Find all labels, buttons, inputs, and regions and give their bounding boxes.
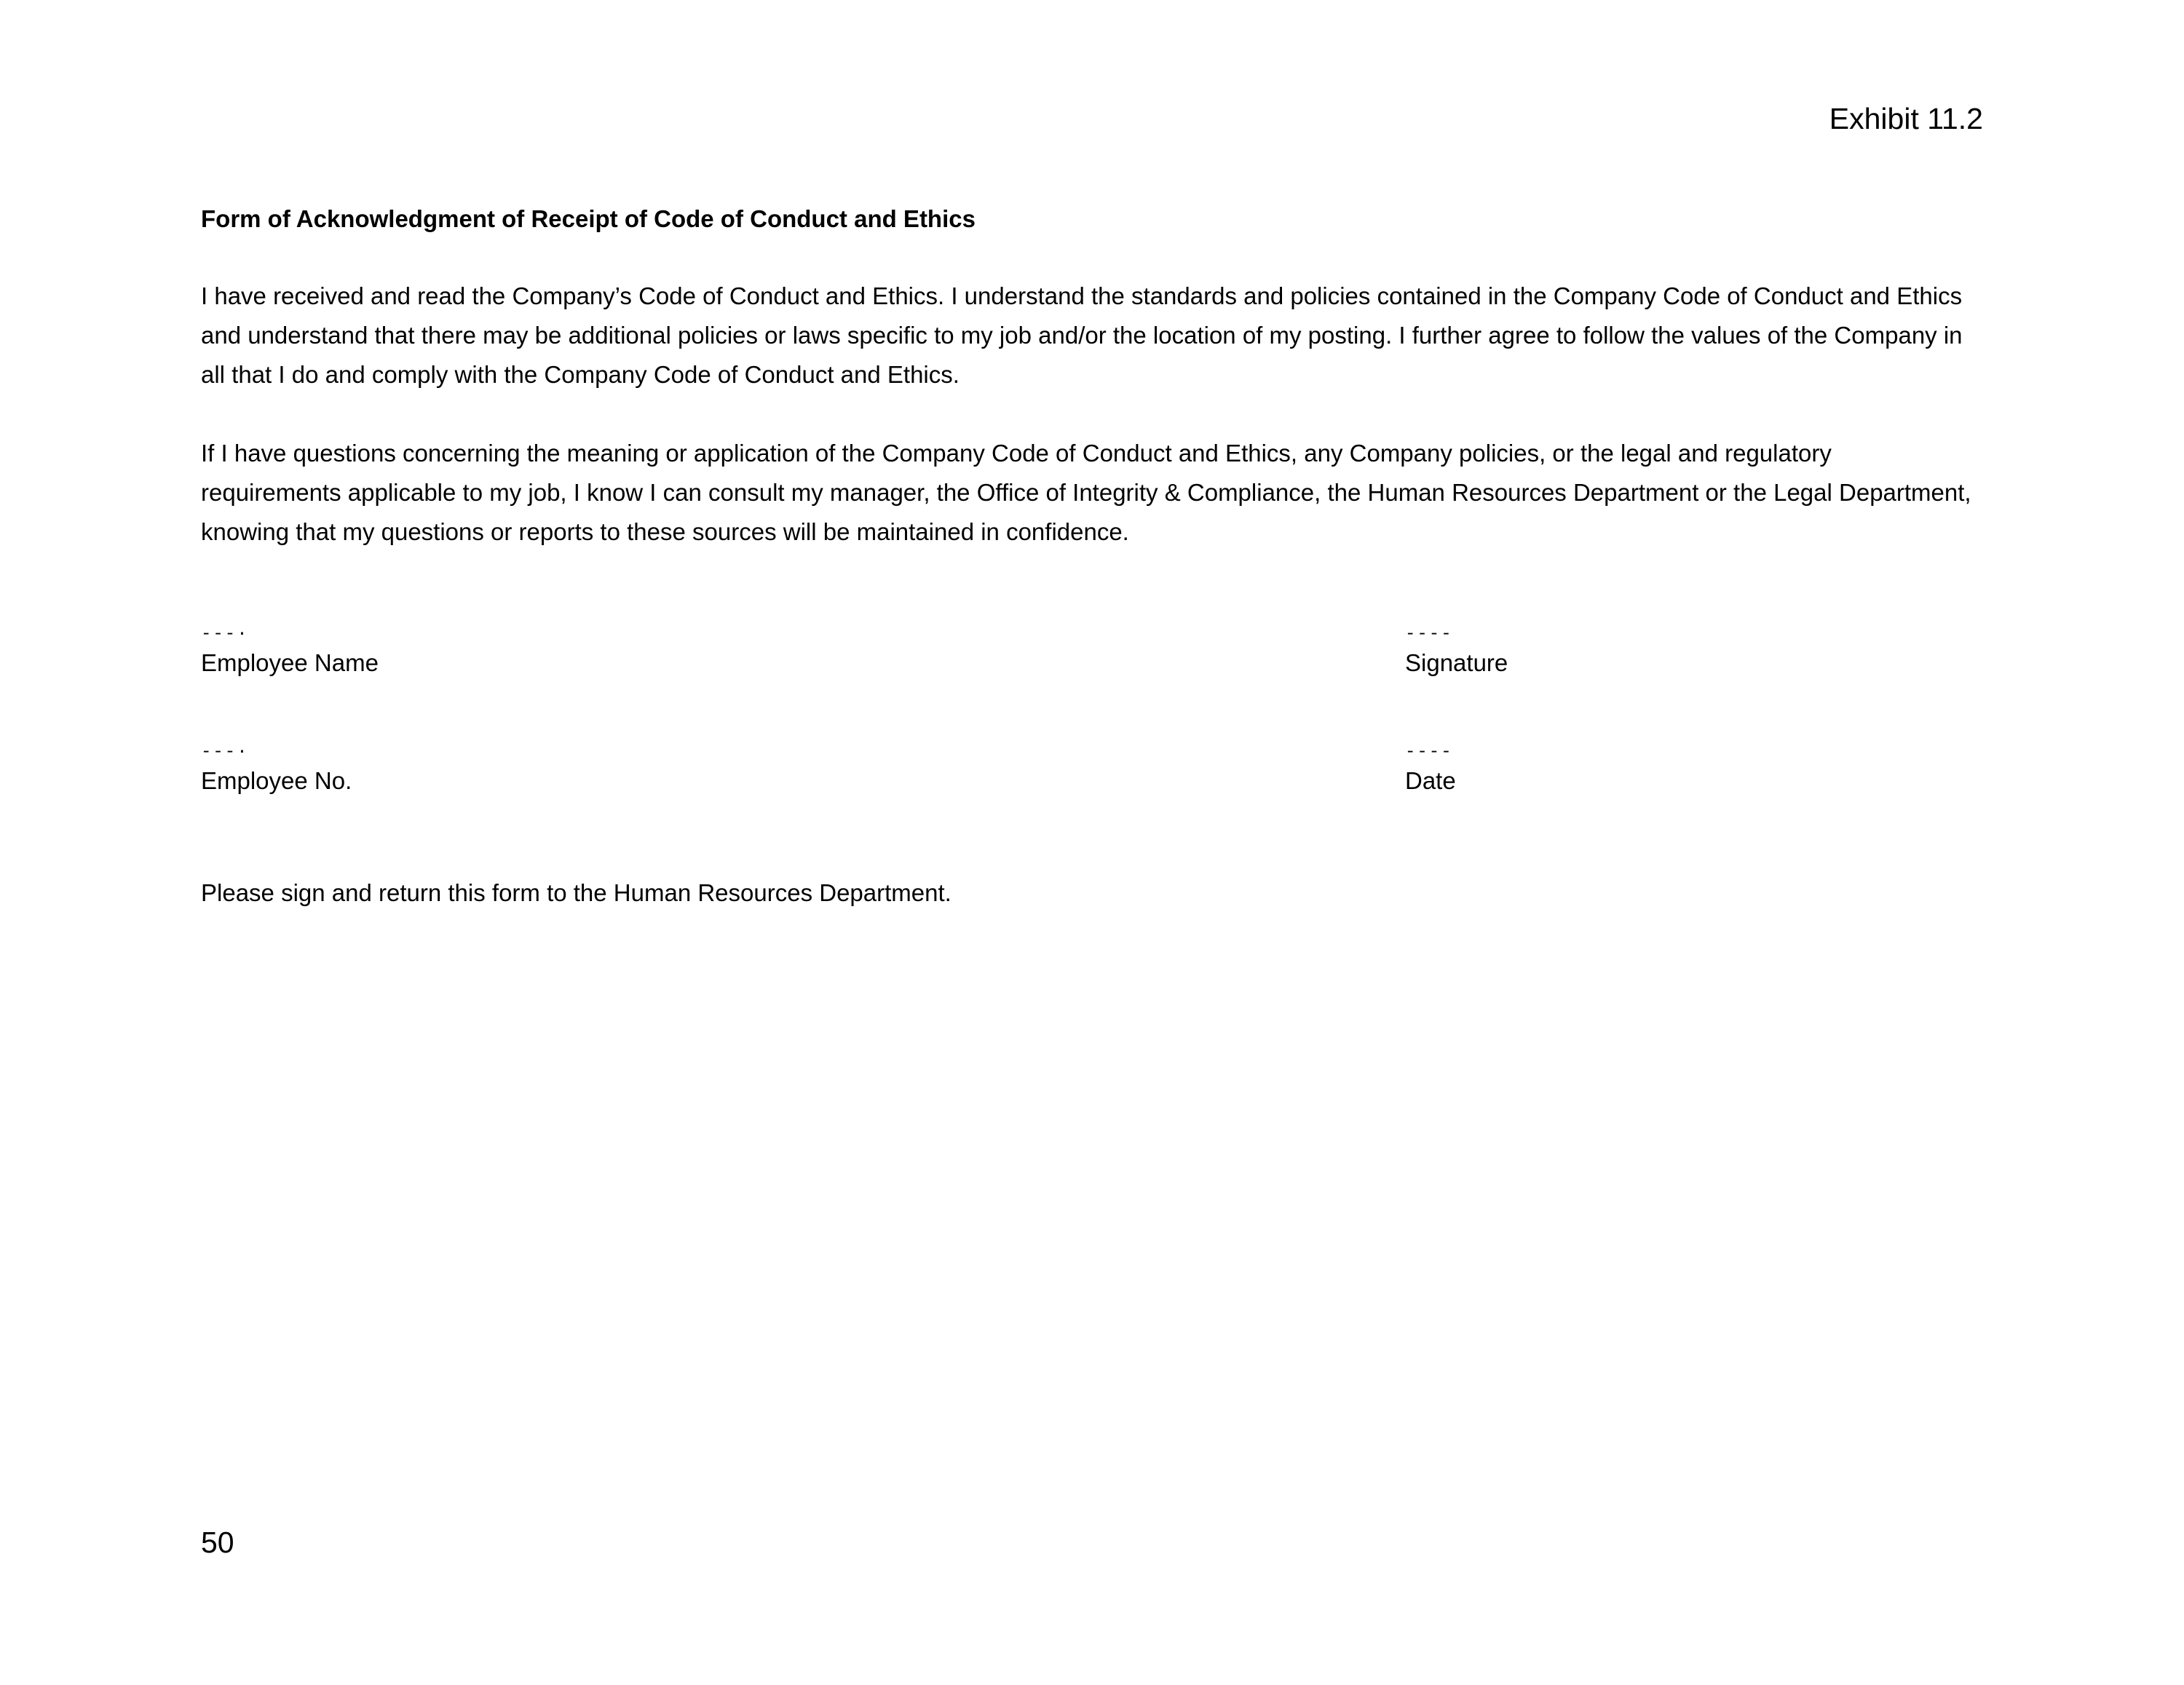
date-field[interactable] [1405, 744, 1915, 799]
form-title: Form of Acknowledgment of Receipt of Code of Conduct and Ethics [201, 205, 976, 232]
exhibit-label: Exhibit 11.2 [1829, 102, 1983, 135]
employee-no-field[interactable] [201, 744, 711, 799]
signature-field[interactable] [1405, 626, 1915, 681]
employee-no-line: ---· [201, 742, 249, 762]
signature-line: ---- [1405, 625, 1453, 644]
employee-name-line: ---· [201, 625, 249, 644]
employee-no-label: Employee No. [201, 767, 352, 794]
date-line: ---- [1405, 742, 1453, 762]
employee-name-field[interactable] [201, 626, 711, 681]
employee-name-label: Employee Name [201, 649, 379, 676]
signature-block [201, 626, 1977, 793]
acknowledgment-paragraph: I have received and read the Company’s Code of Conduct and Ethics. I understand the standards and policies contained in the Company Code of Conduct and Ethics and understand that there may be additional policies or laws specific to my job and/or the location of my posting. I further agree to follow the values of the Company in all that I do and comply with the Company Code of Conduct and Ethics. [201, 282, 1963, 388]
questions-paragraph: If I have questions concerning the meaning or application of the Company Code of Conduct and Ethics, any Company policies, or the legal and regulatory requirements applicable to my job, I know I can consult my manager, the Office of Integrity & Compliance, the Human Resources Department or the Legal Department, knowing that my questions or reports to these sources will be maintained in confidence. [201, 440, 1971, 545]
return-instruction: Please sign and return this form to the Human Resources Department. [201, 879, 951, 906]
page-number: 50 [201, 1526, 234, 1559]
signature-label: Signature [1405, 649, 1508, 676]
date-label: Date [1405, 767, 1456, 794]
form-content [201, 199, 1977, 913]
